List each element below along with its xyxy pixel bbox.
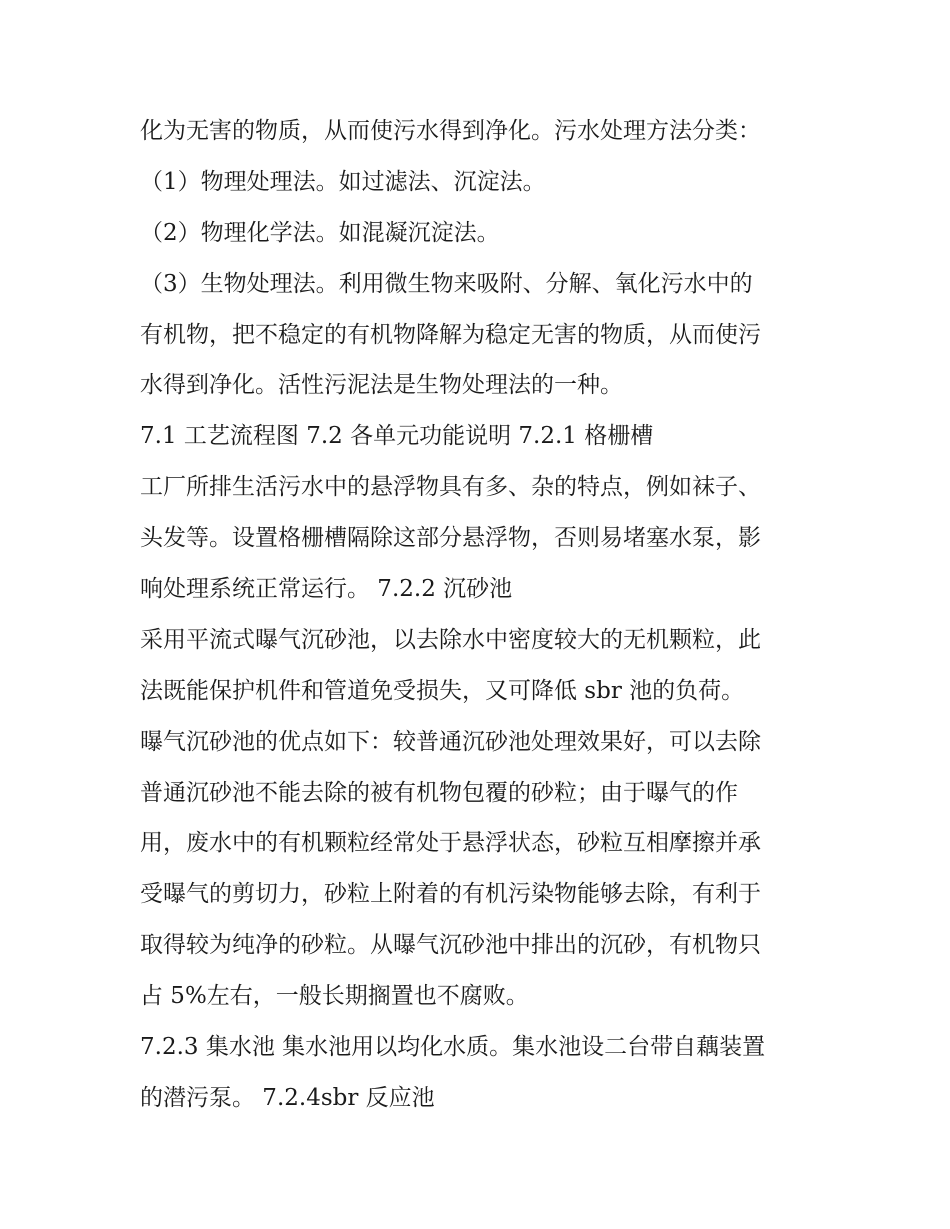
text-line-grit-chamber-2: 法既能保护机件和管道免受损失，又可降低 sbr 池的负荷。 bbox=[140, 677, 745, 704]
text-line-method-physical: （1）物理处理法。如过滤法、沉淀法。 bbox=[140, 168, 546, 195]
text-line-grid-tank-1: 工厂所排生活污水中的悬浮物具有多、杂的特点，例如袜子、 bbox=[140, 474, 761, 501]
text-line-biological-cont-1: 有机物，把不稳定的有机物降解为稳定无害的物质，从而使污 bbox=[140, 321, 761, 348]
text-line-aerated-grit-6: 占 5%左右，一般长期搁置也不腐败。 bbox=[140, 983, 529, 1010]
text-line-method-physicochemical: （2）物理化学法。如混凝沉淀法。 bbox=[140, 219, 500, 246]
text-line-method-biological: （3）生物处理法。利用微生物来吸附、分解、氧化污水中的 bbox=[140, 270, 753, 297]
text-line-aerated-grit-2: 普通沉砂池不能去除的被有机物包覆的砂粒；由于曝气的作 bbox=[140, 779, 738, 806]
text-line-intro-conclusion: 化为无害的物质，从而使污水得到净化。污水处理方法分类： bbox=[140, 118, 761, 144]
text-line-biological-cont-2: 水得到净化。活性污泥法是生物处理法的一种。 bbox=[140, 372, 623, 399]
text-line-grit-chamber-1: 采用平流式曝气沉砂池，以去除水中密度较大的无机颗粒，此 bbox=[140, 626, 761, 653]
text-line-collection-tank-1: 7.2.3 集水池 集水池用以均化水质。集水池设二台带自藕装置 bbox=[140, 1034, 766, 1061]
text-line-grid-tank-2: 头发等。设置格栅槽隔除这部分悬浮物，否则易堵塞水泵，影 bbox=[140, 525, 761, 552]
text-line-collection-tank-2: 的潜污泵。 7.2.4sbr 反应池 bbox=[140, 1084, 435, 1111]
text-line-aerated-grit-4: 受曝气的剪切力，砂粒上附着的有机污染物能够去除，有利于 bbox=[140, 881, 761, 908]
document-body bbox=[140, 106, 830, 1124]
section-heading-7-1-to-7-2-1: 7.1 工艺流程图 7.2 各单元功能说明 7.2.1 格栅槽 bbox=[140, 423, 654, 450]
text-line-aerated-grit-5: 取得较为纯净的砂粒。从曝气沉砂池中排出的沉砂，有机物只 bbox=[140, 932, 761, 959]
text-line-grid-tank-3: 响处理系统正常运行。 7.2.2 沉砂池 bbox=[140, 576, 513, 603]
text-line-aerated-grit-1: 曝气沉砂池的优点如下：较普通沉砂池处理效果好，可以去除 bbox=[140, 728, 761, 755]
text-line-aerated-grit-3: 用，废水中的有机颗粒经常处于悬浮状态，砂粒互相摩擦并承 bbox=[140, 830, 761, 857]
